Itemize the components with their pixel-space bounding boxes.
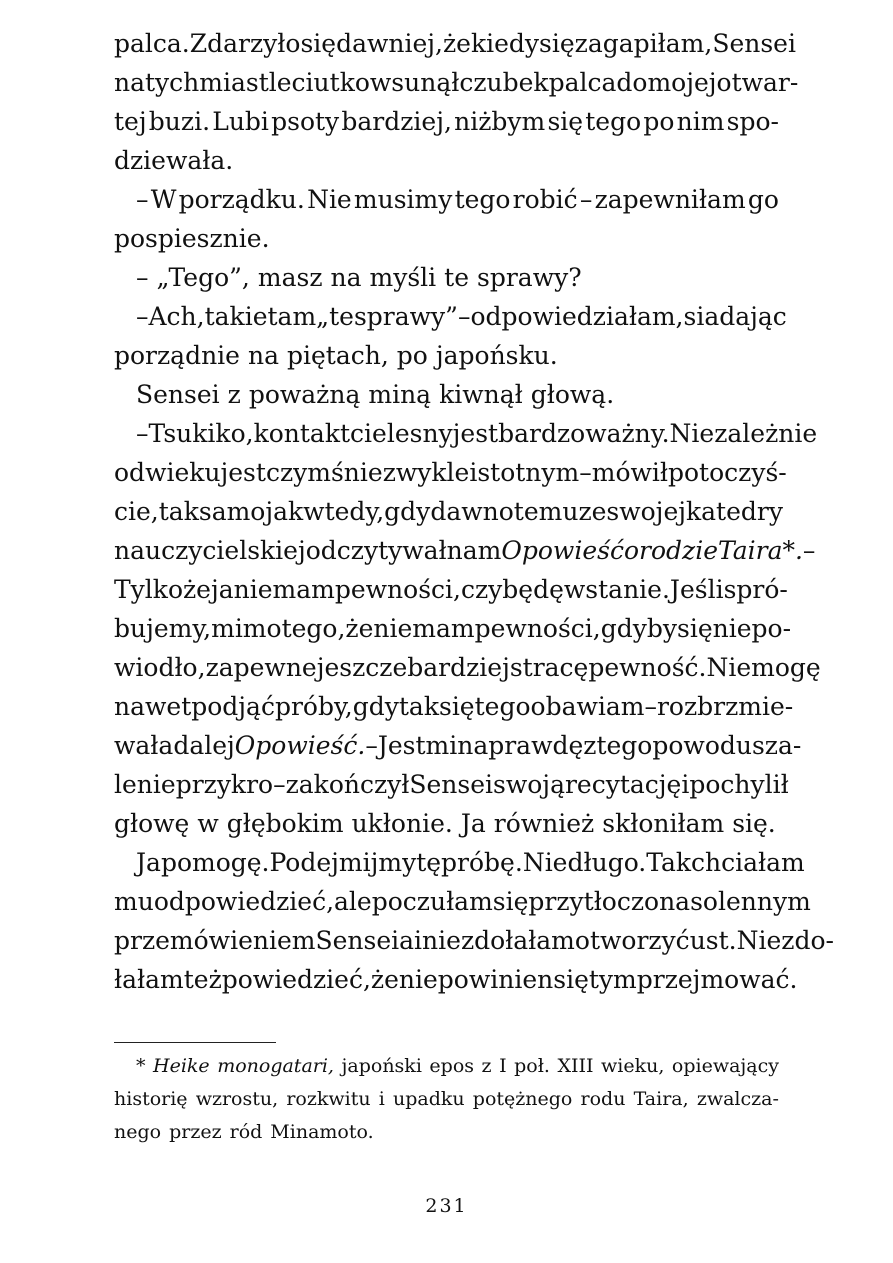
word: bardziej [407, 653, 510, 682]
word: opiewający [671, 1055, 779, 1077]
word: Tak [646, 848, 692, 877]
word: lenie [114, 770, 176, 799]
word: odczytywał [305, 536, 447, 565]
text-line [114, 63, 799, 102]
italic-word: Opowieść. [234, 731, 366, 760]
word: ze [578, 497, 607, 526]
text-line [114, 180, 779, 219]
word: po- [751, 614, 792, 643]
word: wiodło, [114, 653, 206, 682]
footnote-divider [114, 1042, 276, 1043]
word: Podejmijmy [269, 848, 417, 877]
word: porządku. [178, 185, 305, 214]
word: kiwnął [439, 380, 523, 409]
word: zagapiłam, [574, 29, 713, 58]
word: z [481, 1055, 492, 1077]
text-line [114, 843, 805, 882]
word: istotnym [469, 458, 580, 487]
word: sza- [751, 731, 802, 760]
word: podjąć [191, 692, 275, 721]
word: – [457, 302, 471, 331]
word: katedry [685, 497, 783, 526]
word: miną [368, 380, 432, 409]
word: tego [454, 185, 511, 214]
word: Lubi [212, 107, 269, 136]
text-line [114, 258, 779, 297]
word: samo [198, 497, 266, 526]
word: powodu [652, 731, 752, 760]
word: Minamoto. [270, 1121, 374, 1143]
word: mimo [211, 614, 282, 643]
word: zdo- [781, 926, 834, 955]
text-line [114, 102, 779, 141]
word: spró- [723, 575, 788, 604]
word: przez [169, 1121, 222, 1143]
word: Nie [706, 653, 752, 682]
word: palca. [114, 29, 190, 58]
word: w [563, 575, 586, 604]
word: – [644, 692, 657, 721]
word: go [747, 185, 779, 214]
text-line [114, 765, 789, 804]
word: nawet [114, 692, 192, 721]
word: nie [398, 965, 438, 994]
word: z [583, 731, 597, 760]
word: nim [676, 107, 725, 136]
word: wzrostu, [195, 1088, 279, 1110]
word: pewności, [334, 575, 461, 604]
word: próbę. [441, 848, 523, 877]
word: poł. [514, 1055, 550, 1077]
word: zdołałam [460, 926, 575, 955]
word: mojej [647, 68, 717, 97]
word: zapewniłam [594, 185, 746, 214]
word: natychmiast [114, 68, 269, 97]
text-line [114, 219, 779, 258]
word: sprawy” [353, 302, 458, 331]
word: Taira, [633, 1088, 689, 1110]
word: powiedzieć, [221, 965, 371, 994]
word: głowę [114, 809, 190, 838]
italic-word: monogatari, [217, 1055, 334, 1077]
text-line [114, 414, 818, 453]
word: czymś [265, 458, 344, 487]
word: rozkwitu [286, 1088, 371, 1110]
footnote-line [114, 1116, 779, 1149]
word: bardzo [498, 419, 586, 448]
word: powinien [437, 965, 554, 994]
word: Nie [736, 926, 782, 955]
word: poważną [248, 380, 361, 409]
text-line [114, 492, 783, 531]
word: W [150, 185, 177, 214]
word: Niedługo. [522, 848, 647, 877]
word: zapewne [205, 653, 317, 682]
word: cielesny [350, 419, 453, 448]
word: odpowiedzieć, [153, 887, 335, 916]
word: przykro [175, 770, 274, 799]
word: będę [502, 575, 564, 604]
word: jest [452, 419, 499, 448]
word: Ja [136, 848, 161, 877]
word: cie, [114, 497, 159, 526]
word: japońsku. [435, 341, 558, 370]
word: niezwykle [343, 458, 470, 487]
text-line [114, 648, 821, 687]
word: – [802, 536, 816, 565]
word: się [547, 107, 584, 136]
text-line [114, 726, 802, 765]
page-number: 231 [425, 1195, 468, 1217]
word: tak [158, 497, 199, 526]
word: przytłoczona [528, 887, 691, 916]
word: kontakt [253, 419, 351, 448]
word: rodu [580, 1088, 626, 1110]
word: leciutko [268, 68, 370, 97]
word: temu [513, 497, 579, 526]
word: robić [512, 185, 578, 214]
word: pewności, [474, 614, 601, 643]
word: – [579, 458, 592, 487]
italic-word: Taira*. [717, 536, 803, 565]
word: japoński [341, 1055, 422, 1077]
word: Ja [460, 809, 486, 838]
text-line [114, 375, 779, 414]
word: nie [422, 926, 461, 955]
word: wieku [145, 458, 221, 487]
text-line [114, 531, 816, 570]
word: się [300, 29, 337, 58]
word: „te [316, 302, 354, 331]
word: się [539, 29, 575, 58]
word: i [414, 926, 423, 955]
word: kiedy [470, 29, 540, 58]
word: naprawdę [457, 731, 584, 760]
text-line [114, 882, 811, 921]
word: czubek [459, 68, 549, 97]
word: nie [373, 614, 413, 643]
word: tak [398, 692, 439, 721]
text-line [114, 141, 779, 180]
word: obawiam [530, 692, 645, 721]
word: na [247, 341, 279, 370]
word: spo- [726, 107, 779, 136]
word: Sensei [409, 770, 494, 799]
word: skłoniłam [602, 809, 725, 838]
word: Sensei [136, 380, 220, 409]
word: po [643, 107, 675, 136]
word: pochylił [689, 770, 789, 799]
word: wtedy, [303, 497, 385, 526]
word: chciałam [691, 848, 805, 877]
text-line [114, 336, 779, 375]
text-line [114, 453, 787, 492]
text-line [114, 687, 794, 726]
word: – [273, 770, 286, 799]
word: musimy [353, 185, 453, 214]
word: ja [210, 575, 234, 604]
word: ust. [689, 926, 737, 955]
word: tego [596, 731, 653, 760]
word: ważny. [585, 419, 670, 448]
word: porządnie [114, 341, 240, 370]
word: jeszcze [316, 653, 408, 682]
word: Zdarzyło [189, 29, 301, 58]
word: Tylko [114, 575, 183, 604]
word: mi [425, 731, 458, 760]
word: od [114, 458, 146, 487]
word: do [616, 68, 648, 97]
word: siadając [683, 302, 787, 331]
word: się [553, 965, 589, 994]
word: jest [220, 458, 266, 487]
word: piętach, [287, 341, 389, 370]
word: pomogę. [160, 848, 270, 877]
italic-word: o [623, 536, 640, 565]
word: epos [429, 1055, 475, 1077]
word: potężnego [472, 1088, 573, 1110]
word: wsunął [369, 68, 460, 97]
italic-word: rodzie [639, 536, 718, 565]
text-line [114, 570, 788, 609]
word: Niezależnie [669, 419, 818, 448]
word: na [330, 263, 362, 292]
word: dalej [173, 731, 235, 760]
word: „Tego”, [156, 263, 250, 292]
word: zwalcza- [696, 1088, 779, 1110]
word: nie [233, 575, 273, 604]
word: XIII [557, 1055, 594, 1077]
word: ród [229, 1121, 263, 1143]
word: gdyby [600, 614, 678, 643]
word: potoczyś- [668, 458, 787, 487]
word: się [677, 614, 713, 643]
word: łałam [114, 965, 184, 994]
word: Jest [377, 731, 426, 760]
word: tego [474, 692, 531, 721]
text-line [114, 960, 798, 999]
word: historię [114, 1088, 188, 1110]
word: nego [114, 1121, 162, 1143]
word: że [370, 965, 399, 994]
word: nauczycielskiej [114, 536, 306, 565]
word: swoją [493, 770, 565, 799]
word: stanie. [585, 575, 670, 604]
word: że [345, 614, 374, 643]
word: bardziej, [341, 107, 452, 136]
word: – [579, 185, 593, 214]
word: – [136, 185, 149, 214]
word: swojej [606, 497, 686, 526]
word: dawniej, [336, 29, 443, 58]
word: – [136, 302, 149, 331]
word: pewność. [588, 653, 707, 682]
word: Tsukiko, [148, 419, 254, 448]
word: Ach, [148, 302, 205, 331]
word: – [136, 263, 149, 292]
word: gdy [352, 692, 399, 721]
word: w [197, 809, 219, 838]
word: buzi. [148, 107, 211, 136]
word: stracę [509, 653, 589, 682]
word: pospiesznie. [114, 224, 270, 253]
word: tam [267, 302, 317, 331]
word: sprawy? [477, 263, 582, 292]
word: poczułam [371, 887, 493, 916]
word: też [183, 965, 222, 994]
word: dziewała. [114, 146, 234, 175]
word: niżbym [454, 107, 546, 136]
word: upadku [392, 1088, 465, 1110]
italic-word: Opowieść [501, 536, 624, 565]
word: solennym [690, 887, 811, 916]
word: czy [460, 575, 503, 604]
word: te [444, 263, 470, 292]
word: tym [588, 965, 637, 994]
word: tego, [281, 614, 346, 643]
word: się [438, 692, 475, 721]
word: tej [114, 107, 147, 136]
word: recytację [564, 770, 682, 799]
body-text [114, 24, 834, 999]
word: palca [548, 68, 617, 97]
word: psoty [271, 107, 340, 136]
word: wieku, [601, 1055, 665, 1077]
word: mam [272, 575, 335, 604]
word: przejmować. [636, 965, 798, 994]
word: – [136, 419, 149, 448]
word: takie [204, 302, 268, 331]
word: bujemy, [114, 614, 212, 643]
word: dawno [430, 497, 514, 526]
word: próby, [274, 692, 353, 721]
italic-word: Heike [153, 1055, 210, 1077]
word: również [493, 809, 595, 838]
text-line [114, 804, 779, 843]
word: i [681, 770, 690, 799]
word: – [365, 731, 378, 760]
text-line [114, 609, 792, 648]
word: * [136, 1055, 146, 1077]
word: przemówieniem [114, 926, 316, 955]
text-line [114, 921, 834, 960]
word: otworzyć [574, 926, 690, 955]
word: się [492, 887, 529, 916]
word: otwar- [716, 68, 799, 97]
footnote [114, 1050, 779, 1149]
word: myśli [369, 263, 437, 292]
word: Jeśli [669, 575, 724, 604]
footnote-line [114, 1050, 779, 1083]
word: tę [416, 848, 442, 877]
word: i [378, 1088, 385, 1110]
word: z [227, 380, 241, 409]
word: zakończył [285, 770, 410, 799]
word: Senseia [315, 926, 415, 955]
footnote-line [114, 1083, 779, 1116]
word: rozbrzmie- [656, 692, 794, 721]
word: ale [334, 887, 372, 916]
word: nam [446, 536, 502, 565]
word: ukłonie. [351, 809, 453, 838]
word: nie [712, 614, 752, 643]
word: że [183, 575, 211, 604]
word: mu [114, 887, 154, 916]
word: odpowiedziałam, [470, 302, 684, 331]
word: się. [732, 809, 776, 838]
word: Sensei [712, 29, 796, 58]
word: mogę [751, 653, 821, 682]
word: mówił [591, 458, 668, 487]
word: tego [585, 107, 642, 136]
word: jak [265, 497, 304, 526]
word: wała [114, 731, 174, 760]
text-line [114, 297, 787, 336]
word: głową. [530, 380, 615, 409]
word: głębokim [226, 809, 344, 838]
word: gdy [384, 497, 431, 526]
word: mam [412, 614, 475, 643]
word: po [396, 341, 428, 370]
word: I [499, 1055, 507, 1077]
word: Nie [307, 185, 352, 214]
word: że [442, 29, 471, 58]
text-line [114, 24, 796, 63]
word: masz [257, 263, 323, 292]
